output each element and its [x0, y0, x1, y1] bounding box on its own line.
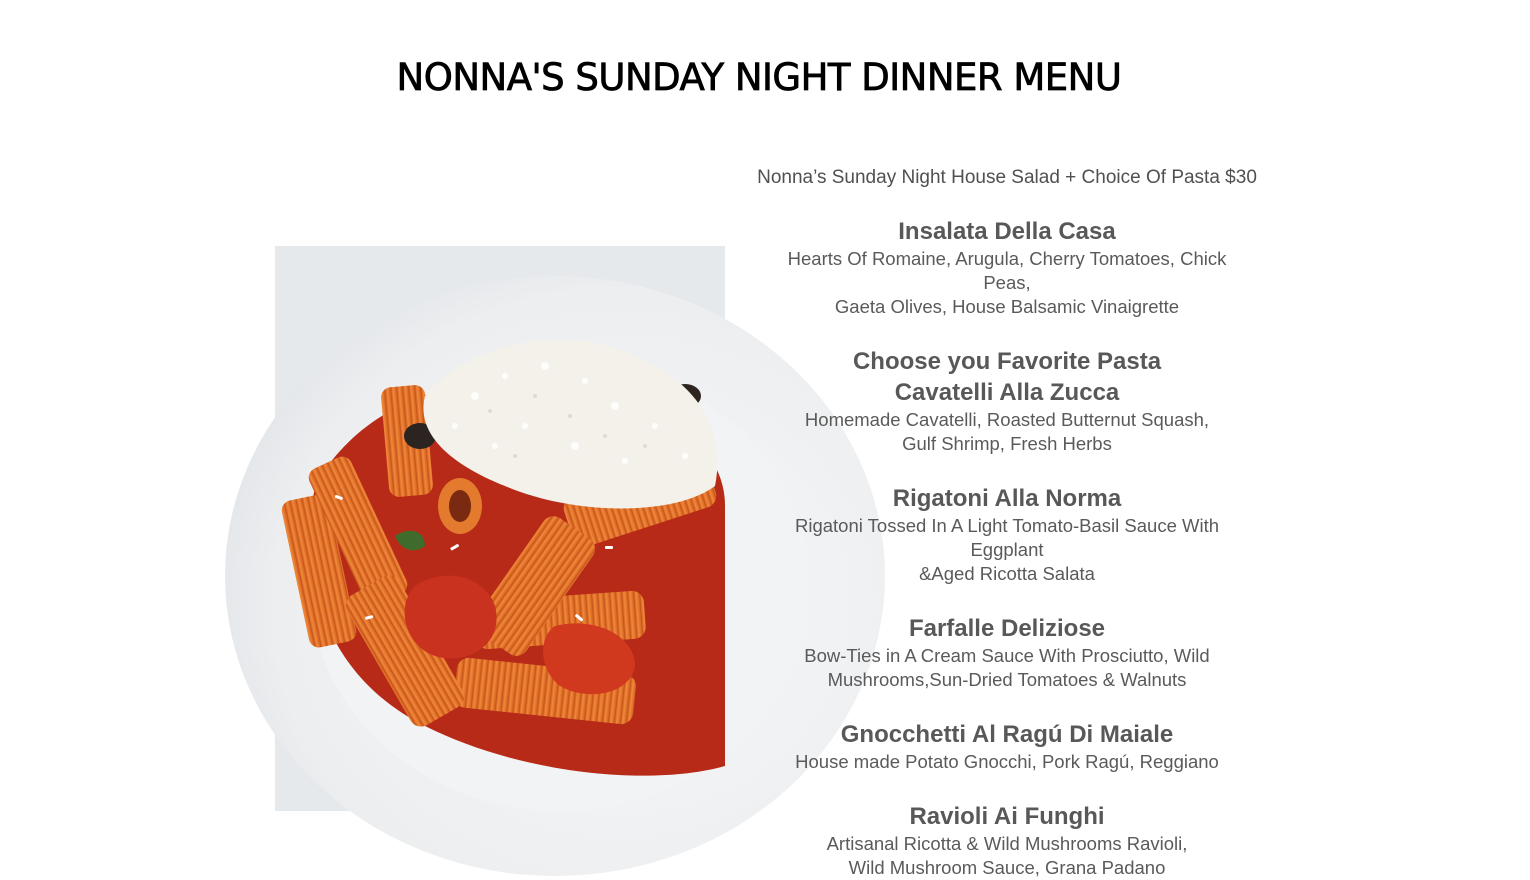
pasta-item — [757, 377, 1257, 456]
page-title: NONNA'S SUNDAY NIGHT DINNER MENU — [396, 56, 1122, 99]
dish-description-line: Gaeta Olives, House Balsamic Vinaigrette — [834, 296, 1180, 317]
dish-name: Ravioli Ai Funghi — [909, 803, 1105, 830]
pasta-photo-graphic — [275, 246, 725, 811]
dish-description-line: &Aged Ricotta Salata — [919, 563, 1095, 584]
salad-item — [757, 216, 1257, 319]
menu-intro-price: Nonna’s Sunday Night House Salad + Choice Of Pasta $30 — [757, 167, 1257, 188]
pasta-item — [757, 719, 1257, 774]
dish-name: Cavatelli Alla Zucca — [894, 379, 1120, 406]
dish-description-line: Wild Mushroom Sauce, Grana Padano — [848, 857, 1166, 878]
dish-name: Gnocchetti Al Ragú Di Maiale — [840, 721, 1174, 748]
dish-description-line: House made Potato Gnocchi, Pork Ragú, Reggiano — [795, 751, 1219, 772]
pasta-item — [757, 483, 1257, 586]
dish-description-line: Bow-Ties in A Cream Sauce With Prosciutto, Wild — [804, 645, 1210, 666]
dish-name: Insalata Della Casa — [898, 218, 1116, 245]
dish-name: Farfalle Deliziose — [908, 615, 1106, 642]
dish-description-line: Homemade Cavatelli, Roasted Butternut Squash, — [804, 409, 1210, 430]
menu-content — [757, 164, 1257, 880]
dish-description-line: Hearts Of Romaine, Arugula, Cherry Tomatoes, Chick Peas, — [787, 248, 1227, 293]
dish-name: Rigatoni Alla Norma — [892, 485, 1122, 512]
pasta-item — [757, 801, 1257, 880]
dish-description-line: Mushrooms,Sun-Dried Tomatoes & Walnuts — [827, 669, 1187, 690]
dish-description-line: Artisanal Ricotta & Wild Mushrooms Ravioli, — [826, 833, 1188, 854]
pasta-dish-photo — [275, 246, 725, 811]
pasta-item — [757, 613, 1257, 692]
pasta-section-heading: Choose you Favorite Pasta — [852, 348, 1162, 375]
dish-description-line: Rigatoni Tossed In A Light Tomato-Basil Sauce With Eggplant — [794, 515, 1220, 560]
dish-description-line: Gulf Shrimp, Fresh Herbs — [902, 433, 1112, 454]
